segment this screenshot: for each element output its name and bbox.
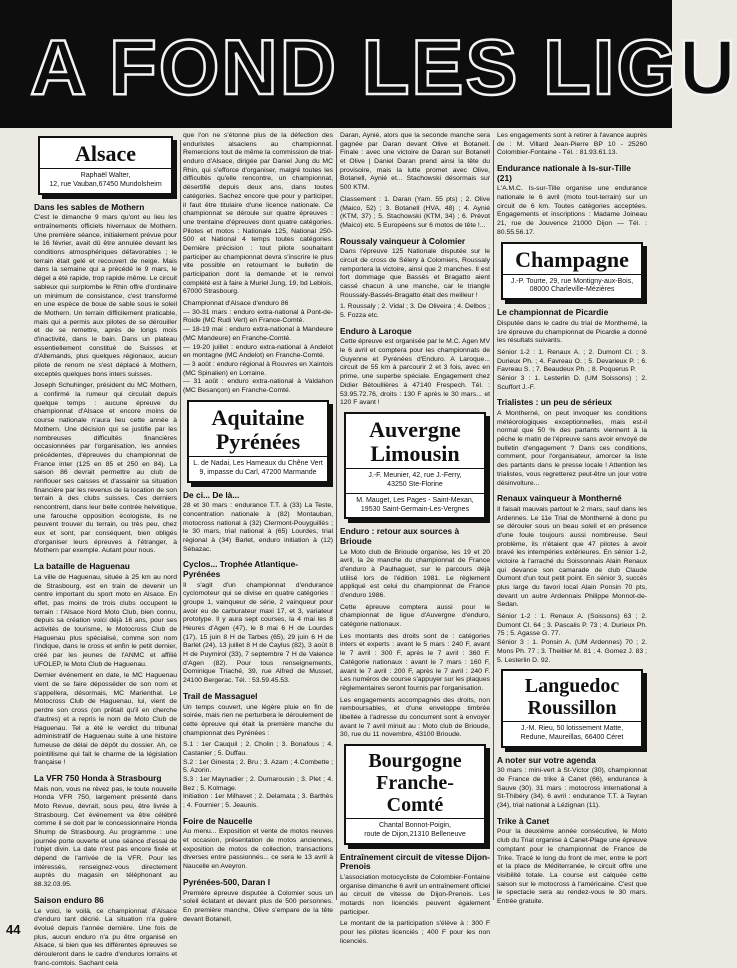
article-heading: Roussaly vainqueur à Colomier	[340, 237, 490, 247]
region-box-alsace	[38, 136, 173, 195]
address-line: J.-M. Rieu, 50 lotissement Matte,	[505, 725, 639, 734]
article-paragraph: Les engagements accompagnés des droits, non remboursables, et d'une enveloppe timbrée libellée à l'adresse du concurrent sont à envoyer avant le 7 avril minuit au : Moto club de Brioude, 30, rue du 11 novembre, 43100 Brioude.	[340, 697, 490, 740]
article-heading: A noter sur votre agenda	[497, 756, 647, 766]
address-line: M. Mauget, Les Pages - Saint-Mexan,	[348, 497, 482, 506]
article-paragraph: Le Moto club de Brioude organise, les 19 et 20 avril, la 2e manche du championnat de France d'enduro à Paulhaguet, sur le parcours déjà utilisé lors de l'édition 1981. Le règlement appliqué est celui du championnat de France d'enduro 1986.	[340, 549, 490, 601]
article-paragraph: Dans l'épreuve 125 Nationale disputée sur le circuit de cross de Sélery à Colomiers, Roussaly remportera la victoire, ainsi que 2 manches. Il est fort dommage que Bassés et Bragatto aient cassé chacun à une manche, car le triangle Roussaly-Bassés-Bragatto était des meilleur !	[340, 248, 490, 300]
article-heading: Trike à Canet	[497, 817, 647, 827]
region-address	[40, 168, 171, 193]
article-heading: Pyrénées-500, Daran I	[183, 878, 333, 888]
article-heading: Endurance nationale à Is-sur-Tille (21)	[497, 164, 647, 183]
article-heading: Entraînement circuit de vitesse Dijon-Prenois	[340, 853, 490, 872]
article-heading: Trialistes : un peu de sérieux	[497, 398, 647, 408]
article-heading: De ci... De là...	[183, 491, 333, 501]
region-address	[346, 818, 484, 843]
address-line: 9, impasse du Carl, 47200 Marmande	[191, 469, 325, 478]
article-heading: Cyclos... Trophée Atlantique-Pyrénées	[183, 560, 333, 579]
column-divider	[336, 140, 337, 900]
address-line: J.-P. Tourte, 29, rue Montigny-aux-Bois,	[505, 278, 639, 287]
article-paragraph: C'est le dimanche 9 mars qu'ont eu lieu les entraînements officiels hivernaux de Mothern. Une première séance, initialement prévue pour le 16 février, avait dû être annulée devant les conditions atmosphériques défavorables ; le terrain était gelé et recouvert de neige. Mais dans la semaine qui a précédé le 9 mars, le dégel a été rapide, trop rapide même. Le circuit sableux qui surplombe le Rhin offre d'ordinaire un minimum de consistance, c'est transformé en une espèce de boue de sable sous le soleil de Mothern. Un terrain difficilement praticable, mais qui a permis aux pilotes de se dérouiller et de se remettre, après de longs mois d'inactivité, dans le bain. Dans un plateau essentiellement constitué de Suisses et d'Allemands, plus quelques régionaux, aucun pilote de renom ne s'est déplacé à Mothern, exceptés quelques bons inters suisses.	[34, 214, 177, 379]
results-list: Sénior 1-2 : 1. Renaux A. (Soissons) 63 ; 2. Dumont Cl. 64 ; 3. Pascalis P. 73 ; 4. Durieux Ph. 75 ; 5. Agasse G. 77. Sénior 3 : 1. Ponsin A. (UM Ardennes) 70 ; 2. Mons Ph. 77 ; 3. Theillier M. 81 ; 4. Gomez J. 83 ; 5. Lesterlin D. 92.	[497, 613, 647, 665]
region-box-languedoc	[501, 669, 643, 748]
address-line: 43250 Ste-Florine	[348, 481, 482, 490]
article-paragraph: Dernier événement en date, le MC Haguenau vient de se faire déposséder de son nom et s'appellera, désormais, MC Marienthal. Le Motocross Club de Haguenau, lui, vient de perdre son cross (on prêtait qu'il en cherche d'autres) et a repris le nom de Moto Club de Haguenau. Tel a été le verdict du tribunal administratif de Haguenau suite à une histoire fumeuse de délai de dépôt du dossier. Ah, ce pointillisme qui fait le charme de la législation française !	[34, 672, 177, 768]
article-paragraph: A Montherné, on peut invoquer les conditions météorologiques exceptionnelles, mais est-il normal que 50 % des partants viennent à la pêche le matin de l'épreuve sans avoir envoyé de bulletin d'engagement ? Dans ces conditions, comment, pour l'organisateur, amorcer la liste des partants dans le presse locale ! Attention les trialistes, vous regretterez peut-être un jour votre désinvolture...	[497, 410, 647, 488]
calendar-list: Championnat d'Alsace d'enduro 86 — 30-31 mars : enduro extra-national à Pont-de-Roide (MC Rudi Vert) en France-Comté. — 18-19 mai : enduro extra-national à Mandeure (MC Mandeure) en Franche-Comté. — 19-20 juillet : enduro extra-national à Andelot en montagne (MC Andelot) en Franche-Comté. — 3 août : enduro régional à Rouvres en Xaintois (MC Spinalien) en Lorraine. — 31 août : enduro extra-national à Valdahon (MC Besançon) en Franche-Comté.	[183, 300, 333, 396]
page-title: A FOND LES LIGU	[30, 28, 737, 106]
region-name: Auvergne Limousin	[346, 414, 484, 468]
column-2	[183, 132, 333, 918]
column-divider	[180, 140, 181, 900]
region-name: Aquitaine Pyrénées	[189, 402, 327, 456]
address-line: Redune, Maureillas, 66400 Céret	[505, 734, 639, 743]
article-paragraph: Au menu... Exposition et vente de motos neuves et occasion, présentation de motos anciennes, exposition de motos de collection, transactions diverses entre passionnés... ce sera le 13 avril à Naucelle en Aveyron.	[183, 828, 333, 871]
region-name: Champagne	[503, 244, 641, 274]
region-address	[346, 493, 484, 518]
article-heading: Enduro : retour aux sources à Brioude	[340, 527, 490, 546]
article-paragraph: Première épreuve disputée à Colomier sous un soleil éclatant et devant plus de 500 personnes. En première manche, Olive s'empare de la tête devant Botanell,	[183, 890, 333, 925]
column-1	[34, 132, 177, 918]
region-box-bourgogne	[344, 744, 486, 845]
region-address	[503, 721, 641, 746]
results-list: Sénior 1-2 : 1. Renaux A. ; 2. Dumont Cl. ; 3. Durieux Ph. ; 4. Favreau O. ; 5. Devarieux P. ; 6. Favreau S. ; 7. Beaudeux Ph. ; 8. Poquerus P. Sénior 3 : 1. Lesterlin D. (UM Soissons) ; 2. Scuffort J.-F.	[497, 349, 647, 392]
article-paragraph: Cette épreuve est organisée par le M.C. Agen MV le 6 avril et comptera pour les championnats de Guyenne et Pyrénées d'Enduro. A Laroque... circuit de 55 km à parcourir 2 et 3 fois, avec en prime, une superbe spéciale. Engagement chez Didier Bétoullières à 47140 Frespech. Tél. : 53.95.72.76, droits : 130 F après le 30 mars... et 120 F avant !	[340, 338, 490, 408]
column-divider	[493, 140, 494, 900]
address-line: Raphaël Walter,	[42, 172, 169, 181]
region-name: Languedoc Roussillon	[503, 671, 641, 721]
article-paragraph: 30 mars : mini-vert à St-Victor (30), championnat de France de trike à Canet (66), endurance à Sauve (30). 31 mars : motocross international à St-Thibéry (34). 6 avril : endurance T.T. à Teyran (34), trial national à Lézignan (11).	[497, 767, 647, 810]
column-3	[340, 132, 490, 918]
region-name: Alsace	[40, 138, 171, 168]
article-paragraph: Le voici, le voilà, ce championnat d'Alsace d'enduro tant décrié. La situation n'a guère évolué depuis l'année dernière. Une fois de plus, aucun enduro n'a pu être organisé en Alsace, si bien que les différentes épreuves se dérouleront dans le cadre d'enduros lorrains et franc-comtois. Sachant cela	[34, 908, 177, 968]
article-paragraph: Il faisait mauvais partout le 2 mars, sauf dans les Ardennes. Le 11e Trial de Montherné à donc pu se dérouler sous un beau soleil et en présence d'une foule toujours aussi nombreuse. Seul problème, ils n'étaient que 47 pilotes à avoir bravé les intempéries extérieures. En sénior 1-2, victoire à l'arraché du Soissonnais Alain Renaux qui devance son camarade de club Claude Dumont d'un tout petit point. En sénior 3, succès plus large du favori local Alain Ponsin 70 pts, devant un autre Ardennais Philippe Monnot-de-Sedan.	[497, 506, 647, 610]
page-header-banner	[0, 0, 672, 128]
address-line: route de Dijon,21310 Belleneuve	[348, 831, 482, 840]
article-paragraph: Un temps couvert, une légère pluie en fin de soirée, mais rien ne perturbera le déroulement de cette épreuve qui était la première manche du championnat des Pyrénées :	[183, 704, 333, 739]
region-address	[346, 468, 484, 493]
article-paragraph: Les montants des droits sont de : catégories inters et experts : avant le 5 mars : 240 F, avant le 7 avril : 300 F, après le 7 avril : 360 F. Catégorie nationaux : avant le 7 mars : 160 F, avant le 7 avril : 200 F, après le 7 avril : 240 F. Les numéros de course s'appuyer sur les plaques règlementaires seront fournis par l'organisation.	[340, 633, 490, 694]
address-line: 19530 Saint-Germain-Les-Vergnes	[348, 506, 482, 515]
article-paragraph: 1. Roussaly ; 2. Vidal ; 3. De Oliveira ; 4. Delbos ; 5. Fozza etc.	[340, 303, 490, 320]
page-number: 44	[6, 922, 20, 937]
address-line: Chantal Bonnot-Poigin,	[348, 822, 482, 831]
article-heading: Saison enduro 86	[34, 896, 177, 906]
column-4	[497, 132, 647, 918]
article-paragraph: Mais non, vous ne rêvez pas, le toute nouvelle Honda VFR 750, largement présenté dans Moto Revue, devrait, sous peu, être livrée à Strasbourg. Cet événement va être célébré comme il se doit par le concessionnaire Honda Shump de Strasbourg. Au programme : une journée porte ouverte et une séance d'essai de l'objet divin. La date n'est pas encore fixée et dépend de l'arrivée de la VFR. Pour les intéressés, renseignez-vous directement auprès du magasin en téléphonant au 88.32.03.95.	[34, 786, 177, 890]
article-paragraph: Joseph Schuhinger, président du MC Mothern, a confirmé la rumeur qui circulait depuis quelque temps : aucune épreuve du championnat d'Alsace et encore moins de course nationale n'aura lieu cette année à Mothern. Une décision qui se justifie par les nombreuses difficultés financières occasionnées par l'organisation, les années précédentes, d'épreuves du championnat de France inter (125 en 85 et 250 en 84). La saison 86 devrait permettre au club de renflouer ses caisses et d'assainir sa situation financière par les revenus de la location de son terrain à des clubs suisses. Ces derniers rencontrent, dans leur belle contrée helvétique, une farouche opposition écologiste, ils ne peuvent trouver du terrain, ou très peu, chez eux et sont, par conséquent, bien obligés d'organiser leurs épreuves à l'étranger, à Mothern par exemple. Autant pour nous.	[34, 382, 177, 556]
article-paragraph: Il s'agit d'un championnat d'endurance cyclomoteur qui se divise en quatre catégories : groupe 1, vainqueur de série, 2 vainqueur pour avoir eu de carburateur maxi 17, et 3, variateur prototype. Il y aura sept courses, la 4 mai les 8 Heures d'Agen (47), le 8 mai 6 H de Lourdes (17), 15 juin 8 H de Tarbes (65), 29 juin 6 H de Barlet (24), 13 juillet 8 H de Caylus (82), 3 août 8 H de Puymirol (33), 7 septembre 7 H de Valence d'Agen (82). Pour tous renseignements, Dominique Triaché, 39, rue Alfred de Musset, 24100 Bergerac. Tél. : 53.59.45.53.	[183, 582, 333, 686]
address-line: 08000 Charleville-Mézières	[505, 286, 639, 295]
article-paragraph: Cette épreuve comptera aussi pour le championnat de ligue d'Auvergne d'enduro, catégorie nationaux.	[340, 604, 490, 630]
article-paragraph: Les engagements sont à retirer à l'avance auprès de : M. Villard Jean-Pierre BP 10 - 25260 Colombier-Fontaine - Tél. : 81.93.61.13.	[497, 132, 647, 158]
article-paragraph: 28 et 30 mars : endurance T.T. à (33) La Teste, concentration nationale à (82) Montauban, motocross national à (32) Clermont-Pouyguillès ; le 30 mars, trial national à (65) Lourdes, trial régional à (34) Barlet, enduro initiation à (12) Sébazac.	[183, 502, 333, 554]
article-heading: Trail de Massaguel	[183, 692, 333, 702]
address-line: 12, rue Vauban,67450 Mundolsheim	[42, 181, 169, 190]
region-address	[503, 274, 641, 299]
address-line: L. de Nadai, Les Hameaux du Chêne Vert	[191, 460, 325, 469]
article-heading: Foire de Naucelle	[183, 817, 333, 827]
article-heading: Enduro à Laroque	[340, 327, 490, 337]
article-heading: Renaux vainqueur à Montherné	[497, 494, 647, 504]
article-paragraph: Classement : 1. Daran (Yam. 55 pts) ; 2. Olive (Maico, 52) ; 3. Botanell (HVA, 48) ; 4. Aynié (KTM, 37) ; 5. Stachowski (KTM, 34) ; 6. Prévot (Maico) etc. 5 Européens sur 6 motos de tête !...	[340, 196, 490, 231]
article-heading: La bataille de Haguenau	[34, 562, 177, 572]
results-list: S.1 : 1er Cauquil ; 2. Cholin ; 3. Bonafous ; 4. Castanier ; 5. Duffau. S.2 : 1er Ginesta ; 2. Bru ; 3. Azam ; 4.Combette ; 5. Azorin. S.3 : 1er Maynadier ; 2. Dumarousin ; 3. Plet ; 4. Bez ; 5. Kolmage. Initiation : 1er Milhavet ; 2. Delamata ; 3. Barthès ; 4. Fournier ; 5. Jeaunis.	[183, 741, 333, 811]
article-paragraph: Le montant de la participation s'élève à : 300 F pour les pilotes licenciés ; 400 F pour les non licenciés.	[340, 920, 490, 946]
article-paragraph: La ville de Haguenau, située à 25 km au nord de Strasbourg, est en train de devenir un centre important du sport moto en Alsace. En effet, pas moins de trois clubs occupent le terrain : l'Alsace Nord Moto Club, bien connu, depuis sa création voici déjà 16 ans, pour ses activités de tourisme, le Motocross Club de Haguenau plus spécialisé, comme son nom l'indique, dans le cross et enfin le petit dernier, créé par les jeunes de l'ANMC et affilié UFOLEP, le Moto Club de Haguenau.	[34, 574, 177, 670]
article-paragraph: que l'on ne s'étonne plus de la défection des enduristes alsaciens au championnat. Remercions tout de même la commission de trial-enduro d'Alsace, dirigée par Daniel Jung du MC Rhin, qui s'efforce d'organiser, malgré toutes les difficultés qu'elle rencontre, un championnat, désertifié depuis deux ans, dans toutes catégories. Sachez encore que pour y participer, il faut être titulaire d'une licence nationale. Ce championnat se déroule sur quatre épreuves : une trentaine d'épreuves dont quatre catégories. Pilotes et motos : Nationale 125, National 250-500 et National 4 temps toutes catégories. Dernière précision : tout pilote souhaitant participer au championnat devra s'inscrire le plus vite possible en retournant le bulletin de participation dont la demande et le renvoi complété est à faire à Muriel Jung, 19, bd Leblois, 67000 Strasbourg.	[183, 132, 333, 297]
article-paragraph: Daran, Aynié, alors que la seconde manche sera gagnée par Daran devant Olive et Botanell. Finale : avec une victoire de Daran sur Botanell et Olive | Daniel Daran prend ainsi la tête du provisoire, mais la lutte promet avec Olive, Botanell, Aynié et... Stachowski désormais sur 500 KTM.	[340, 132, 490, 193]
address-line: J.-F. Meunier, 42, rue J.-Ferry,	[348, 472, 482, 481]
region-box-auvergne	[344, 412, 486, 519]
region-box-aquitaine	[187, 400, 329, 483]
region-box-champagne	[501, 242, 643, 301]
article-paragraph: Disputée dans le cadre du trial de Montherné, la 1re épreuve du championnat de Picardie a donné les résultats suivants.	[497, 320, 647, 346]
article-paragraph: L'association motocycliste de Colombier-Fontaine organise dimanche 6 avril un entraînement officiel au circuit de vitesse de Dijon-Prenois. Les motards non licenciés peuvent également participer.	[340, 874, 490, 917]
article-heading: Dans les sables de Mothern	[34, 203, 177, 213]
region-address	[189, 456, 327, 481]
article-heading: La VFR 750 Honda à Strasbourg	[34, 774, 177, 784]
region-name: Bourgogne Franche- Comté	[346, 746, 484, 818]
article-paragraph: Pour la deuxième année consécutive, le Moto club du Trial organise à Canet-Plage une épreuve comptant pour le championnat de France de Trike. Tracé le long du front de mer, entre le port et la place de Méditerranée, le circuit offre une visibilité totale. La course est calquée cette saison sur le motocross à l'américaine. C'est que le spectacle sera au rendez-vous le 30 mars. Entrée gratuite.	[497, 828, 647, 906]
article-heading: Le championnat de Picardie	[497, 308, 647, 318]
article-paragraph: L'A.M.C. Is-sur-Tille organise une endurance nationale le 6 avril (moto tout-terrain) sur un circuit de 6 km. Toutes catégories acceptées. Engagements et inscriptions : Madame Joineau 21, rue de Jouvence 21000 Dijon — Tél. : 80.55.56.17.	[497, 185, 647, 237]
